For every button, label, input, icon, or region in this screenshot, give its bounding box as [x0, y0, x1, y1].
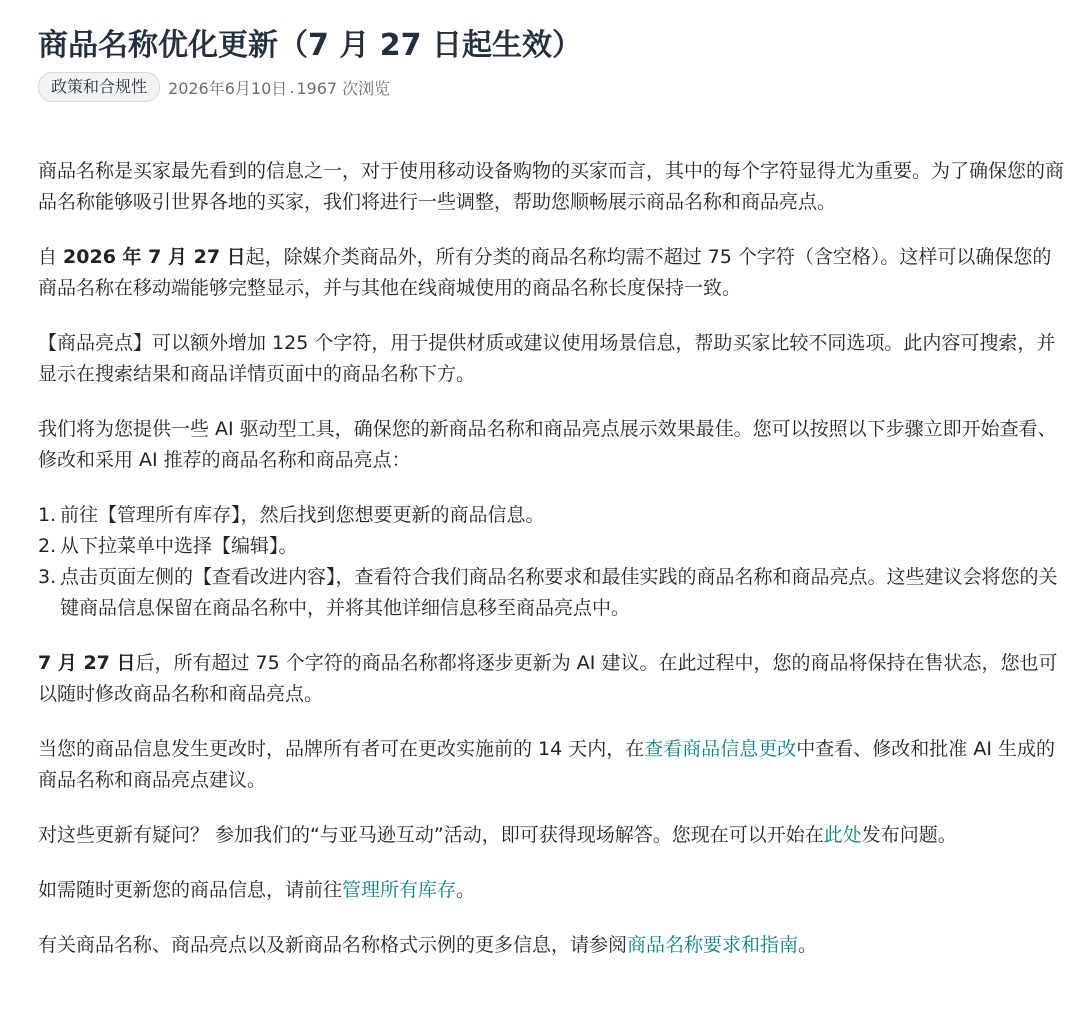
list-item	[38, 531, 1068, 562]
brand-owner-text-end: 中查看、修改和批准 AI 生成的商品名称和商品亮点建议。	[38, 738, 1055, 791]
list-item	[38, 500, 1068, 531]
guidelines-text-end: 。	[798, 934, 818, 956]
post-question-link[interactable]: 此处	[823, 824, 862, 846]
step-number: 2.	[38, 535, 57, 557]
effective-date: 2026 年 7 月 27 日	[63, 246, 246, 268]
manage-inventory-text-end: 。	[456, 879, 476, 901]
guidelines-text: 有关商品名称、商品亮点以及新商品名称格式示例的更多信息，请参阅	[38, 934, 628, 956]
step-number: 1.	[38, 504, 57, 526]
category-tag[interactable]: 政策和合规性	[38, 72, 160, 102]
step-number: 3.	[38, 566, 57, 588]
page-title: 商品名称优化更新（7 月 27 日起生效）	[38, 28, 582, 63]
view-listing-changes-link[interactable]: 查看商品信息更改	[644, 738, 797, 760]
paragraph-highlights: 【商品亮点】可以额外增加 125 个字符，用于提供材质或建议使用场景信息，帮助买家比较不同选项。此内容可搜索，并显示在搜索结果和商品详情页面中的商品名称下方。	[38, 332, 1056, 385]
paragraph-brand-owner	[38, 734, 1068, 796]
questions-text: 对这些更新有疑问？ 参加我们的“与亚马逊互动”活动，即可获得现场解答。您现在可以开始在	[38, 824, 824, 846]
effective-date-text: 起，除媒介类商品外，所有分类的商品名称均需不超过 75 个字符（含空格）。这样可以确保您的商品名称在移动端能够完整显示，并与其他在线商城使用的商品名称长度保持一致。	[38, 246, 1052, 299]
title-guidelines-link[interactable]: 商品名称要求和指南	[627, 934, 799, 956]
manage-inventory-text: 如需随时更新您的商品信息，请前往	[38, 879, 343, 901]
paragraph-manage-inventory	[38, 875, 1068, 906]
step-text: 前往【管理所有库存】，然后找到您想要更新的商品信息。	[60, 504, 545, 526]
paragraph-intro: 商品名称是买家最先看到的信息之一，对于使用移动设备购物的买家而言，其中的每个字符显得尤为重要。为了确保您的商品名称能够吸引世界各地的买家，我们将进行一些调整，帮助您顺畅展示商品名称和商品亮点。	[38, 160, 1065, 213]
paragraph-questions	[38, 820, 1068, 851]
after-date-text: 后，所有超过 75 个字符的商品名称都将逐步更新为 AI 建议。在此过程中，您的商品将保持在售状态，您也可以随时修改商品名称和商品亮点。	[38, 652, 1058, 705]
brand-owner-text: 当您的商品信息发生更改时，品牌所有者可在更改实施前的 14 天内，在	[38, 738, 645, 760]
step-text: 从下拉菜单中选择【编辑】。	[60, 535, 298, 557]
paragraph-effective-date	[38, 242, 1068, 304]
list-item	[38, 562, 1068, 624]
view-count: 1967 次浏览	[296, 78, 391, 98]
article-meta	[38, 72, 390, 102]
paragraph-ai-tools: 我们将为您提供一些 AI 驱动型工具，确保您的新商品名称和商品亮点展示效果最佳。您可以按照以下步骤立即开始查看、修改和采用 AI 推荐的商品名称和商品亮点：	[38, 418, 1057, 471]
step-text: 点击页面左侧的【查看改进内容】，查看符合我们商品名称要求和最佳实践的商品名称和商品亮点。这些建议会将您的关键商品信息保留在商品名称中，并将其他详细信息移至商品亮点中。	[60, 566, 1058, 619]
steps-list	[38, 500, 1068, 624]
article-body	[38, 156, 1068, 985]
paragraph-after-date	[38, 648, 1068, 710]
effective-date-prefix: 自	[38, 246, 64, 268]
paragraph-guidelines	[38, 930, 1068, 961]
questions-text-end: 发布问题。	[861, 824, 957, 846]
manage-inventory-link[interactable]: 管理所有库存	[342, 879, 457, 901]
after-date: 7 月 27 日	[38, 652, 136, 674]
publish-date: 2026年6月10日	[168, 78, 288, 98]
meta-separator: .	[289, 77, 295, 97]
